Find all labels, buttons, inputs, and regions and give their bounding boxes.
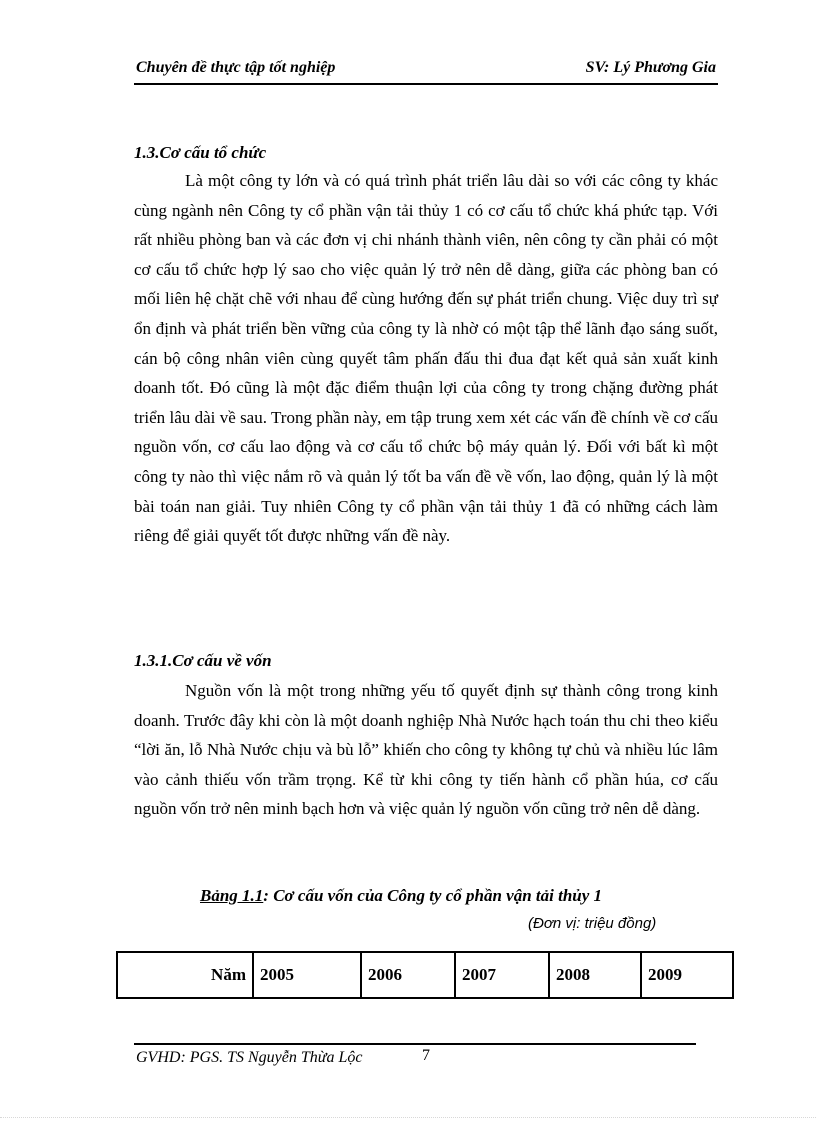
table-caption [200,886,602,906]
page-header [134,57,718,85]
header-title: Chuyên đề thực tập tốt nghiệp [136,59,336,76]
header-student: SV: Lý Phương Gia [585,59,716,76]
subsection-heading: 1.3.1.Cơ cấu về vốn [134,651,272,670]
capital-table [116,951,734,999]
header-cell-year-label: Năm [117,952,253,998]
page-bottom-border [0,1117,816,1118]
table-unit: (Đơn vị: triệu đồng) [528,915,657,932]
header-cell-year: 2006 [361,952,455,998]
table-caption-text: : Cơ cấu vốn của Công ty cổ phần vận tải thủy 1 [263,886,603,905]
header-cell-year: 2009 [641,952,733,998]
header-cell-year: 2005 [253,952,361,998]
table-header-row [117,952,733,998]
subsection-paragraph: Nguồn vốn là một trong những yếu tố quyết định sự thành công trong kinh doanh. Trước đây khi còn là một doanh nghiệp Nhà Nước hạch toán thu chi theo kiểu “lời ăn, lỗ Nhà Nước chịu và bù lỗ” khiến cho công ty không tự chủ và nhiều lúc lâm vào cảnh thiếu vốn trầm trọng. Kể từ khi công ty tiến hành cổ phần húa, cơ cấu nguồn vốn trở nên minh bạch hơn và việc quản lý nguồn vốn cũng trở nên dễ dàng. [134,681,718,819]
footer-advisor: GVHD: PGS. TS Nguyễn Thừa Lộc [136,1049,363,1066]
header-cell-year: 2008 [549,952,641,998]
page-number: 7 [422,1047,430,1064]
section-paragraph: Là một công ty lớn và có quá trình phát triển lâu dài so với các công ty khác cùng ngành nên Công ty cổ phần vận tải thủy 1 có cơ cấu tổ chức khá phức tạp. Với rất nhiều phòng ban và các đơn vị chi nhánh thành viên, nên công ty cần phải có một cơ cấu tổ chức hợp lý sao cho việc quản lý trở nên dễ dàng, giữa các phòng ban có mối liên hệ chặt chẽ với nhau để cùng hướng đến sự phát triển chung. Việc duy trì sự ổn định và phát triển bền vững của công ty là nhờ có một tập thể lãnh đạo sáng suốt, cán bộ công nhân viên cùng quyết tâm phấn đấu thi đua đạt kết quả sản xuất kinh doanh tốt. Đó cũng là một đặc điểm thuận lợi của công ty trong chặng đường phát triển lâu dài về sau. Trong phần này, em tập trung xem xét các vấn đề chính về cơ cấu nguồn vốn, cơ cấu lao động và cơ cấu tổ chức bộ máy quản lý. Đối với bất kì một công ty nào thì việc nắm rõ và quản lý tốt ba vấn đề về vốn, lao động, quản lý là một bài toán nan giải. Tuy nhiên Công ty cổ phần vận tải thủy 1 đã có những cách làm riêng để giải quyết tốt được những vấn đề này. [134,171,718,546]
header-cell-year: 2007 [455,952,549,998]
table-caption-label: Bảng 1.1 [200,886,264,905]
section-heading: 1.3.Cơ cấu tổ chức [134,143,267,162]
page-footer [134,1043,696,1066]
